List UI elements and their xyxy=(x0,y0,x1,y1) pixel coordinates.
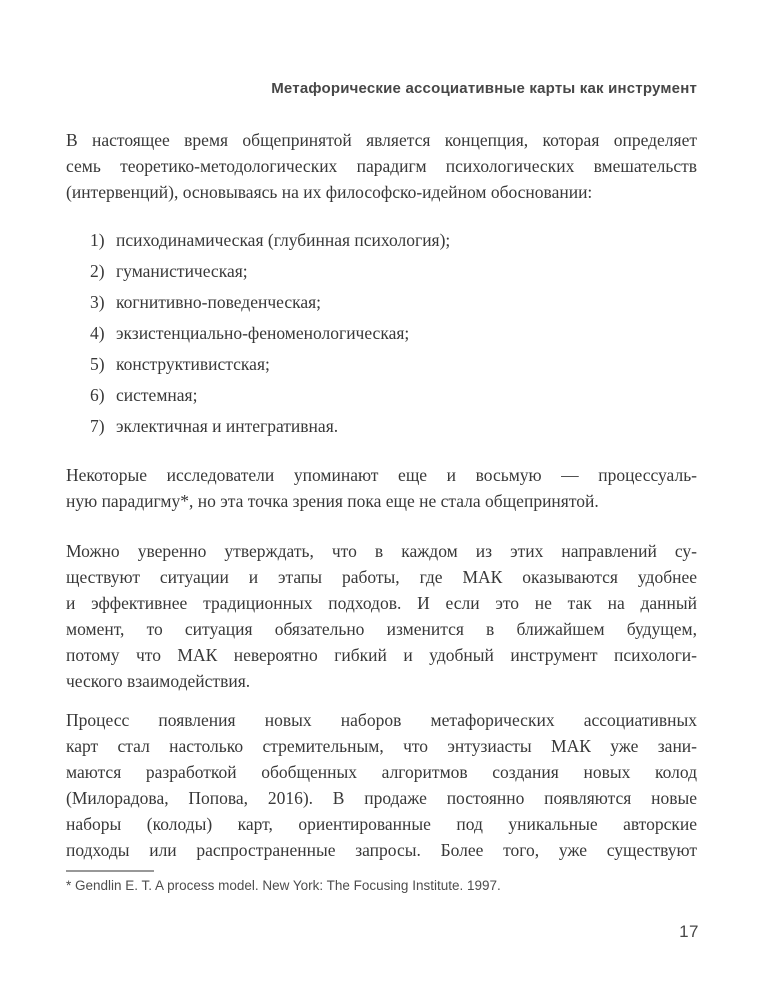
list-item xyxy=(90,380,697,411)
list-item xyxy=(90,411,697,442)
list-item-number: 1) xyxy=(90,230,105,250)
paragraph-intro xyxy=(66,127,697,205)
footnote-reference: * Gendlin E. T. A process model. New York: The Focusing Institute. 1997. xyxy=(66,878,501,893)
list-item-text: гуманистическая; xyxy=(116,261,248,281)
list-item xyxy=(90,256,697,287)
list-item-number: 6) xyxy=(90,385,105,405)
text-line: ществуют ситуации и этапы работы, где МАК оказываются удобнее xyxy=(66,567,697,587)
text-line: подходы или распространенные запросы. Более того, уже существуют xyxy=(66,840,697,860)
text-line: потому что МАК невероятно гибкий и удобный инструмент психологи- xyxy=(66,645,697,665)
list-item xyxy=(90,225,697,256)
text-line: наборы (колоды) карт, ориентированные под уникальные авторские xyxy=(66,814,697,834)
text-line: ческого взаимодействия. xyxy=(66,671,251,691)
text-line: и эффективнее традиционных подходов. И если это не так на данный xyxy=(66,593,697,613)
list-item-text: системная; xyxy=(116,385,198,405)
list-item-text: эклектичная и интегративная. xyxy=(116,416,339,436)
text-line: ную парадигму*, но эта точка зрения пока еще не стала общепринятой. xyxy=(66,491,599,511)
footnote-block xyxy=(66,870,697,894)
list-item xyxy=(90,287,697,318)
list-item-text: психодинамическая (глубинная психология); xyxy=(116,230,451,250)
text-line: Процесс появления новых наборов метафорических ассоциативных xyxy=(66,710,697,730)
list-item-text: конструктивистская; xyxy=(116,354,270,374)
paradigm-list xyxy=(90,225,697,442)
text-line: карт стал настолько стремительным, что энтузиасты МАК уже зани- xyxy=(66,736,697,756)
text-line: (интервенций), основываясь на их философско-идейном обосновании: xyxy=(66,182,593,202)
running-head: Метафорические ассоциативные карты как инструмент xyxy=(271,80,697,97)
text-line: (Милорадова, Попова, 2016). В продаже постоянно появляются новые xyxy=(66,788,697,808)
list-item-number: 3) xyxy=(90,292,105,312)
list-item-number: 2) xyxy=(90,261,105,281)
list-item-number: 7) xyxy=(90,416,105,436)
page-number: 17 xyxy=(679,922,699,941)
list-item-text: экзистенциально-феноменологическая; xyxy=(116,323,410,343)
text-line: семь теоретико-методологических парадигм психологических вмешательств xyxy=(66,156,697,176)
list-item-number: 4) xyxy=(90,323,105,343)
list-item xyxy=(90,318,697,349)
paragraph-new-decks xyxy=(66,707,697,863)
text-line: Некоторые исследователи упоминают еще и восьмую — процессуаль- xyxy=(66,465,697,485)
footnote-divider xyxy=(66,870,154,872)
list-item xyxy=(90,349,697,380)
text-line: маются разработкой обобщенных алгоритмов создания новых колод xyxy=(66,762,697,782)
list-item-number: 5) xyxy=(90,354,105,374)
paragraph-mak-advantages xyxy=(66,538,697,694)
text-line: Можно уверенно утверждать, что в каждом из этих направлений су- xyxy=(66,541,697,561)
text-line: момент, то ситуация обязательно изменится в ближайшем будущем, xyxy=(66,619,697,639)
list-item-text: когнитивно-поведенческая; xyxy=(116,292,322,312)
text-line: В настоящее время общепринятой является концепция, которая определяет xyxy=(66,130,697,150)
paragraph-eighth-paradigm xyxy=(66,462,697,514)
